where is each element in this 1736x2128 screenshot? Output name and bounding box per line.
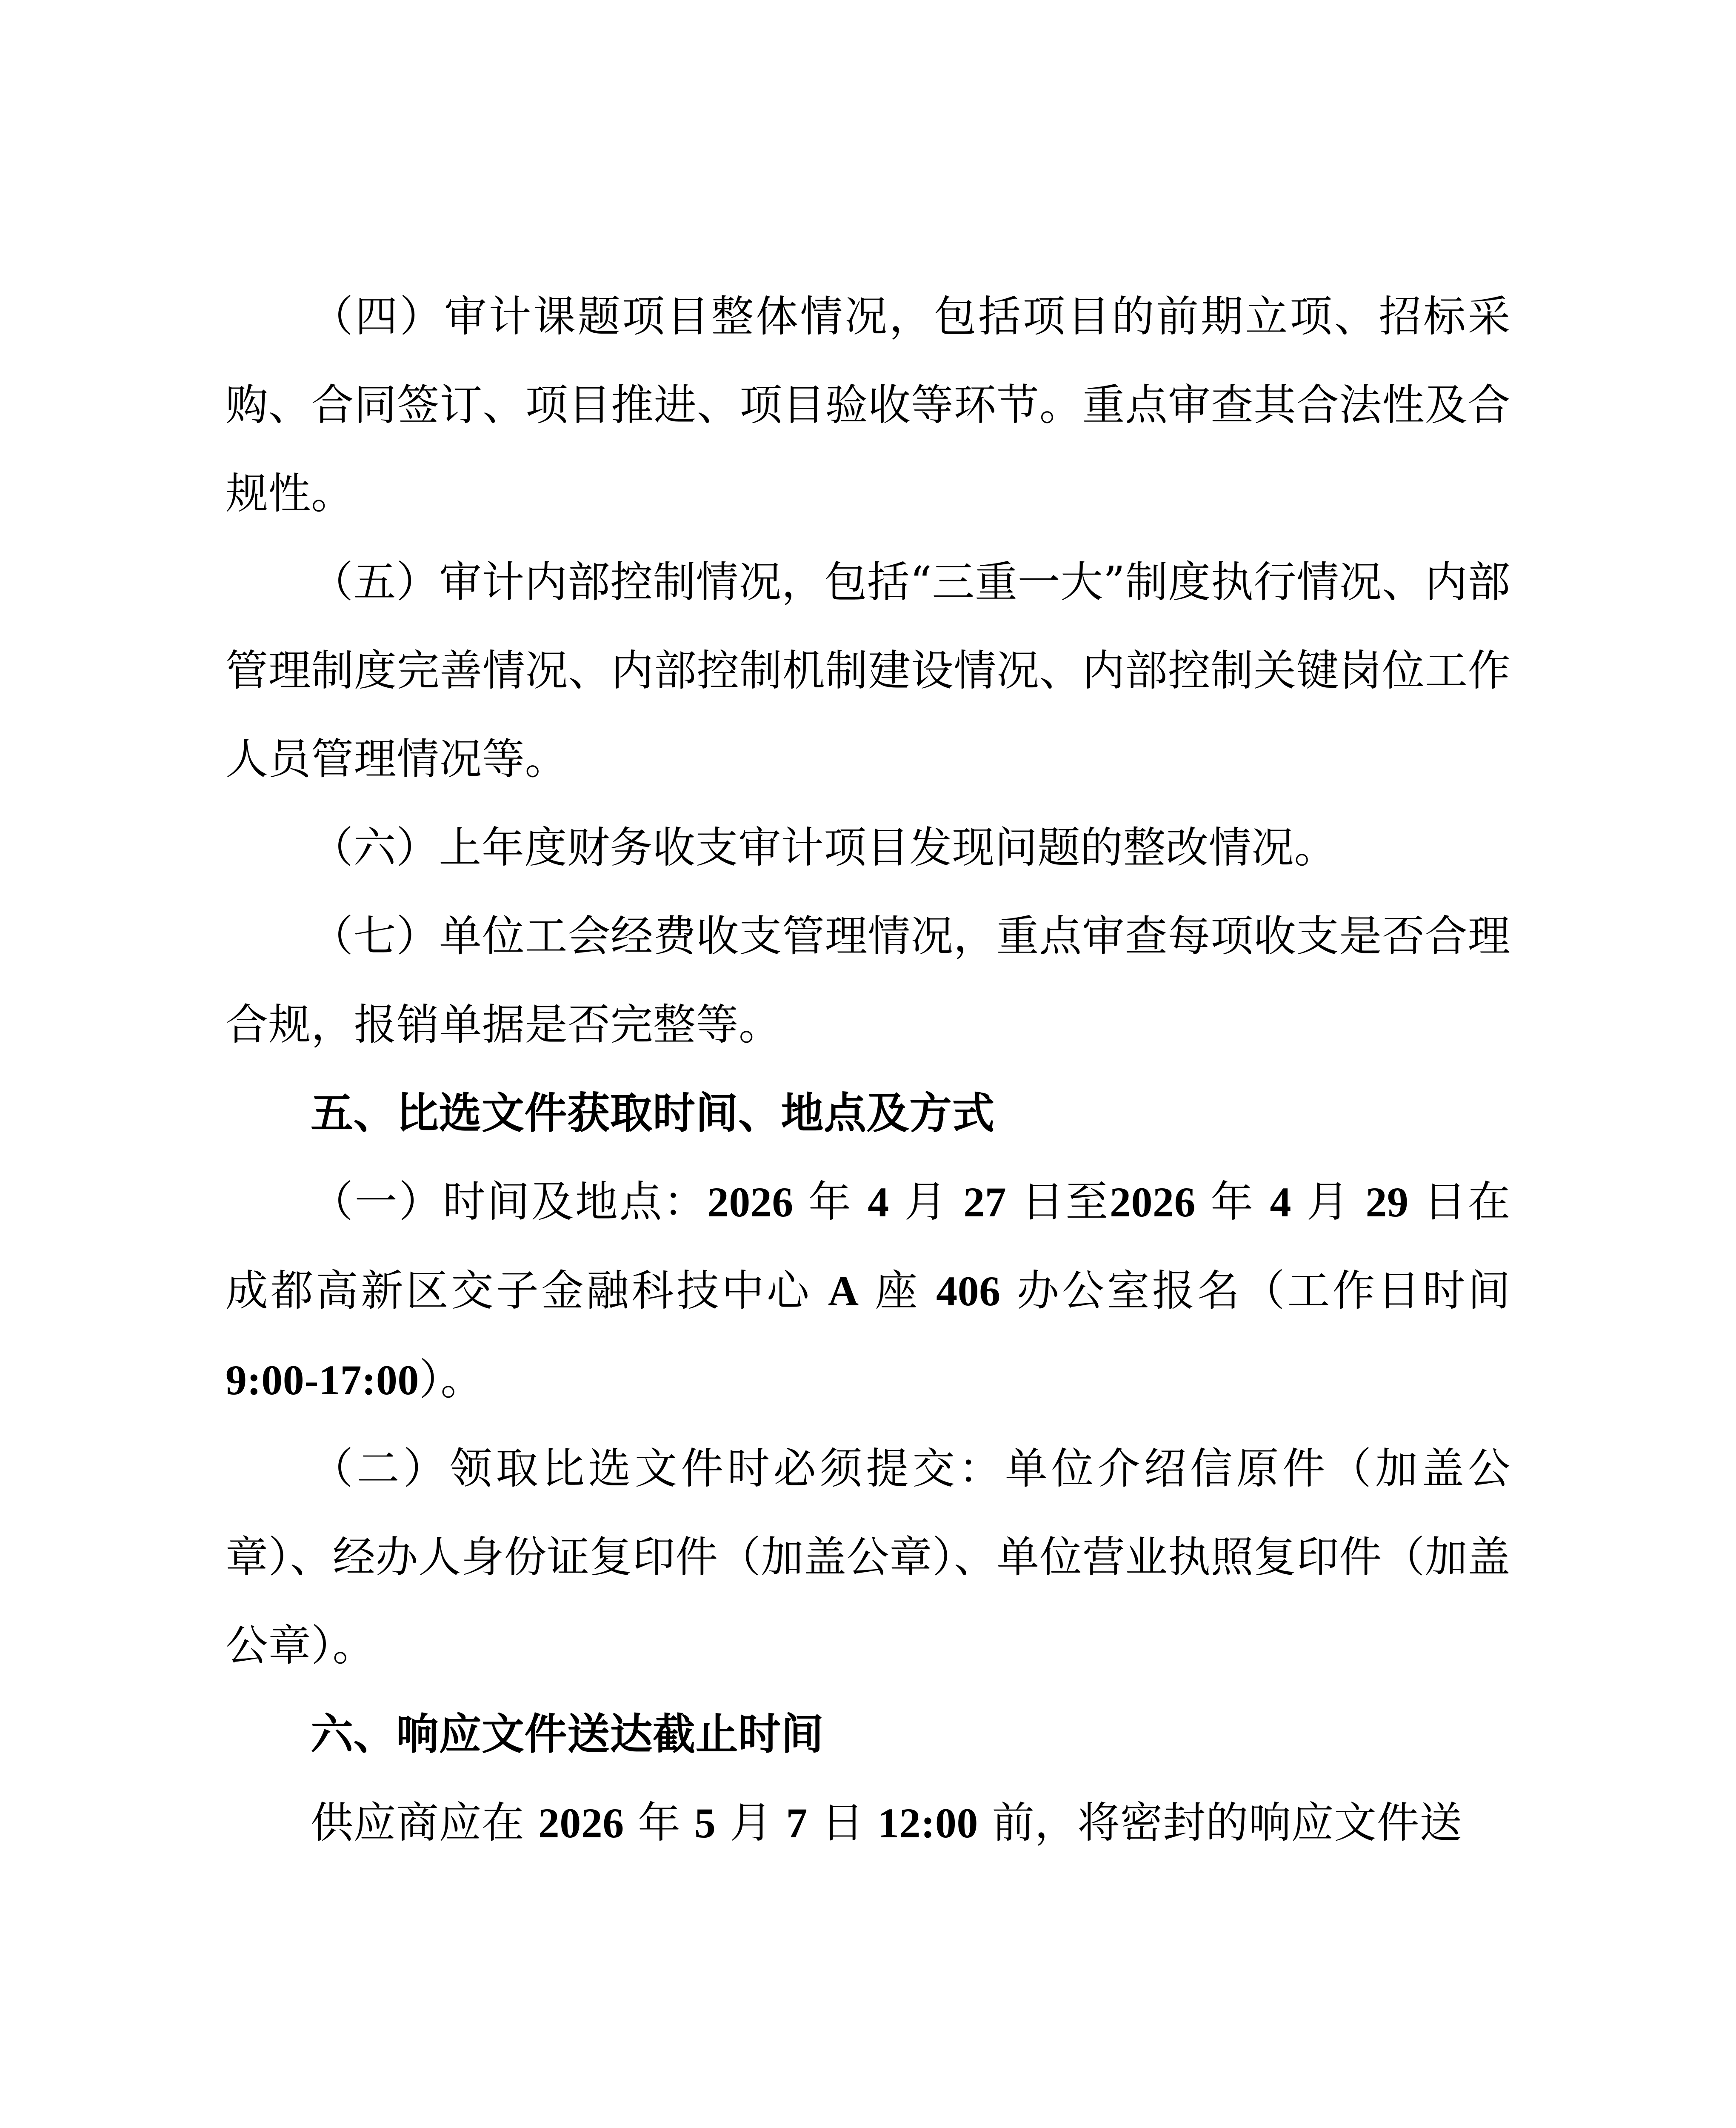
building: A xyxy=(828,1267,859,1315)
section-5-item-1 xyxy=(226,1158,1510,1424)
end-year: 2026 xyxy=(1109,1178,1196,1226)
section-6-sentence xyxy=(226,1779,1510,1868)
building-char: 座 xyxy=(875,1266,920,1316)
section-5-heading: 五、比选文件获取时间、地点及方式 xyxy=(311,1088,995,1138)
room-text: 办公室报名（工作日时间 xyxy=(1016,1266,1511,1316)
section-5-item-2: （二）领取比选文件时必须提交：单位介绍信原件（加盖公章）、经办人身份证复印件（加盖公章）、单位营业执照复印件（加盖公章）。 xyxy=(226,1444,1510,1670)
year-char: 年 xyxy=(808,1177,853,1227)
item-1-prefix: （一）时间及地点： xyxy=(311,1177,708,1227)
deadline-day: 7 xyxy=(786,1799,808,1847)
month-char-2: 月 xyxy=(1306,1177,1351,1227)
office-hours: 9:00-17:00 xyxy=(226,1356,419,1404)
deadline-year: 2026 xyxy=(538,1799,624,1847)
end-day-char: 日在 xyxy=(1423,1177,1511,1227)
deadline-year-char: 年 xyxy=(638,1798,681,1848)
sentence-prefix: 供应商应在 xyxy=(311,1798,525,1848)
day-to-char: 日至 xyxy=(1021,1177,1110,1227)
deadline-month: 5 xyxy=(694,1799,716,1847)
start-month: 4 xyxy=(868,1178,889,1226)
deadline-day-char: 日 xyxy=(821,1798,864,1848)
paragraph-internal-control: （五）审计内部控制情况，包括“三重一大”制度执行情况、内部管理制度完善情况、内部控制机制建设情况、内部控制关键岗位工作人员管理情况等。 xyxy=(226,557,1510,784)
item-1-suffix: ）。 xyxy=(419,1355,483,1404)
month-char: 月 xyxy=(904,1177,948,1227)
deadline-time: 12:00 xyxy=(878,1799,978,1847)
end-day: 29 xyxy=(1365,1178,1409,1226)
room-number: 406 xyxy=(936,1267,1001,1315)
start-day: 27 xyxy=(963,1178,1007,1226)
paragraph-rectification: （六）上年度财务收支审计项目发现问题的整改情况。 xyxy=(311,823,1337,872)
document-body xyxy=(226,272,1510,1868)
year-char-2: 年 xyxy=(1211,1177,1255,1227)
paragraph-union-funds: （七）单位工会经费收支管理情况，重点审查每项收支是否合理合规，报销单据是否完整等。 xyxy=(226,911,1510,1050)
end-month: 4 xyxy=(1270,1178,1291,1226)
paragraph-audit-projects: （四）审计课题项目整体情况，包括项目的前期立项、招标采购、合同签订、项目推进、项目验收等环节。重点审查其合法性及合规性。 xyxy=(226,292,1510,518)
sentence-suffix: 前，将密封的响应文件送 xyxy=(992,1798,1462,1848)
section-6-heading: 六、响应文件送达截止时间 xyxy=(311,1709,824,1759)
start-year: 2026 xyxy=(707,1178,794,1226)
deadline-month-char: 月 xyxy=(729,1798,773,1848)
place-text: 成都高新区交子金融科技中心 xyxy=(226,1266,812,1316)
